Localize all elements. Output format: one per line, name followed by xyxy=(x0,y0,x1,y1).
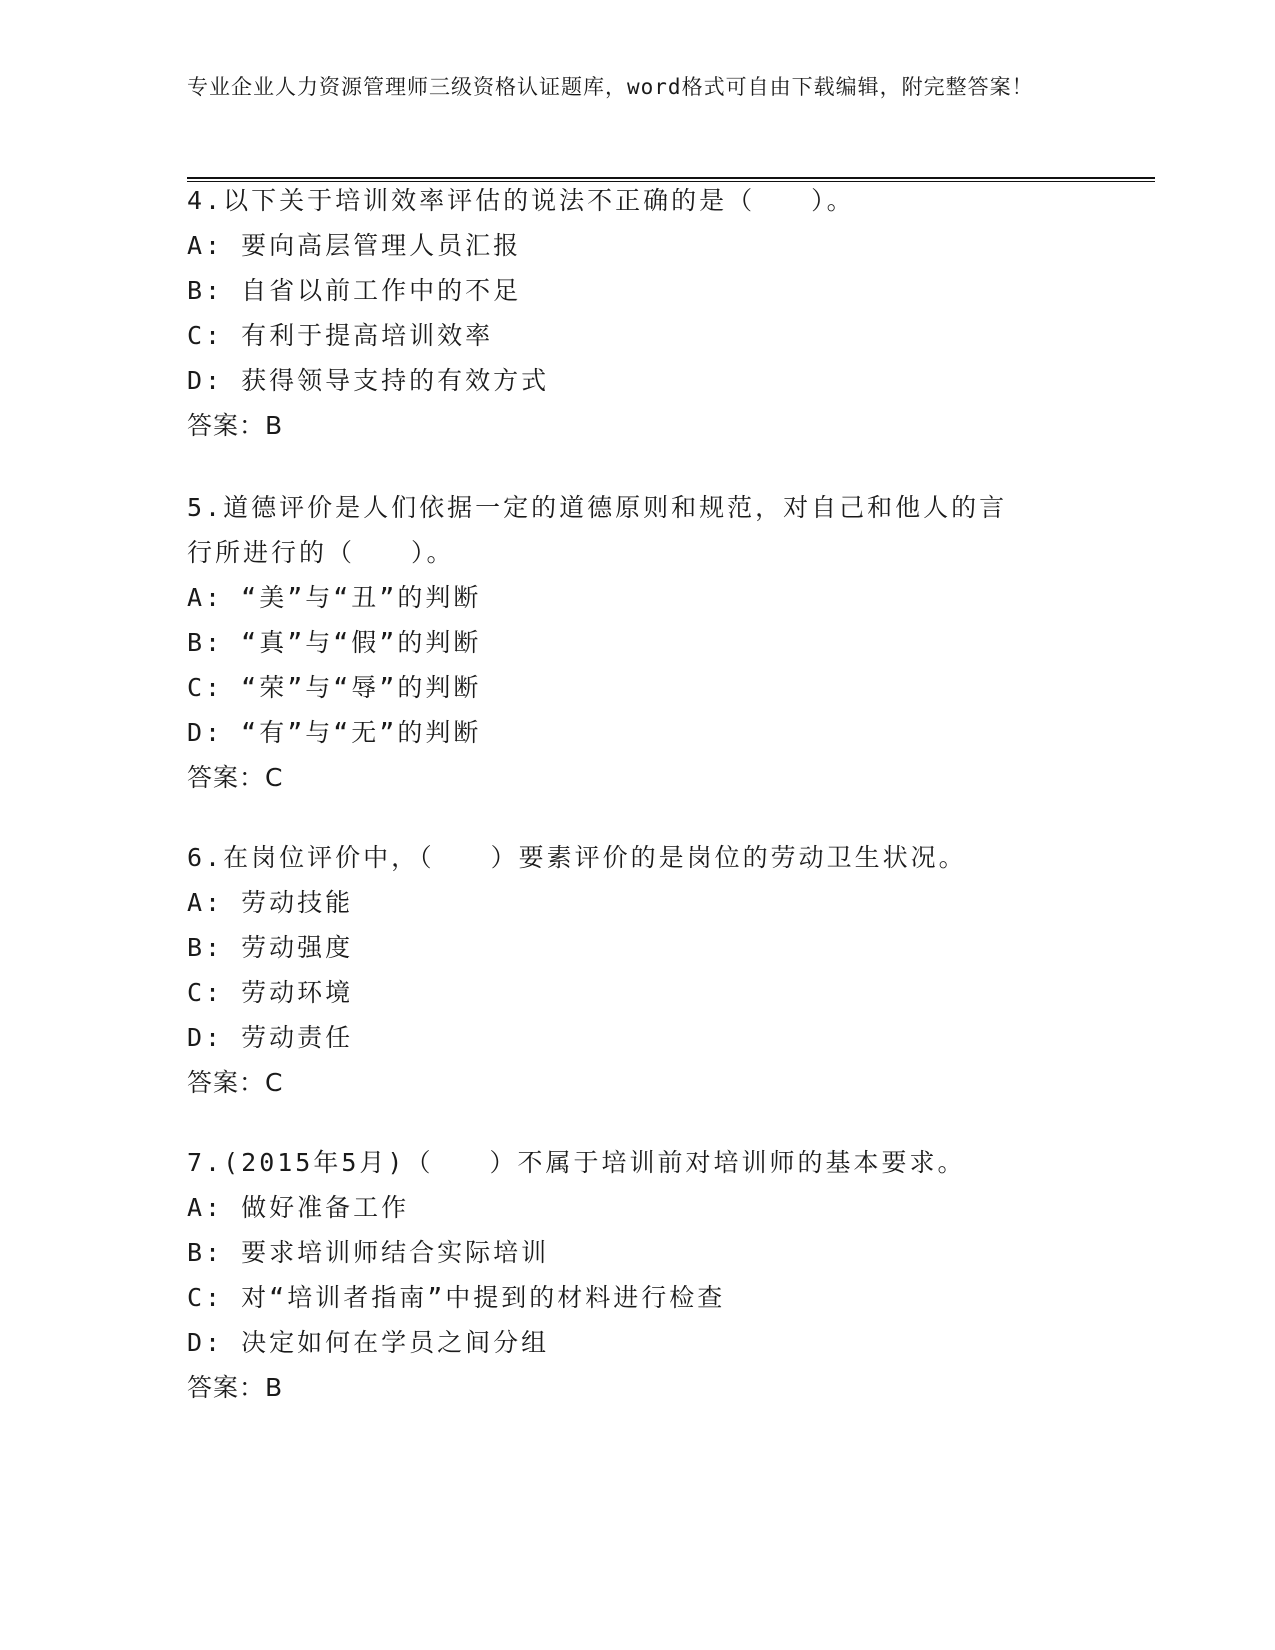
option-a: A: 做好准备工作 xyxy=(187,1193,410,1222)
question-stem: 5.道德评价是人们依据一定的道德原则和规范，对自己和他人的言行所进行的（ ）。 xyxy=(187,493,1008,567)
option-b: B: 自省以前工作中的不足 xyxy=(187,276,522,305)
document-header: 专业企业人力资源管理师三级资格认证题库，word格式可自由下载编辑，附完整答案！ xyxy=(187,75,1034,99)
option-d: D: 决定如何在学员之间分组 xyxy=(187,1328,550,1357)
question-block xyxy=(187,485,1087,800)
option-a: A: 要向高层管理人员汇报 xyxy=(187,231,522,260)
answer-line: 答案：B xyxy=(187,411,284,440)
option-a: A: “美”与“丑”的判断 xyxy=(187,583,482,612)
option-c: C: 有利于提高培训效率 xyxy=(187,321,494,350)
option-b: B: 劳动强度 xyxy=(187,933,354,962)
option-b: B: 要求培训师结合实际培训 xyxy=(187,1238,550,1267)
answer-line: 答案：B xyxy=(187,1373,284,1402)
question-block xyxy=(187,178,1087,448)
option-c: C: 对“培训者指南”中提到的材料进行检查 xyxy=(187,1283,726,1312)
question-stem: 4.以下关于培训效率评估的说法不正确的是（ ）。 xyxy=(187,186,855,215)
option-a: A: 劳动技能 xyxy=(187,888,354,917)
option-c: C: “荣”与“辱”的判断 xyxy=(187,673,482,702)
option-d: D: “有”与“无”的判断 xyxy=(187,718,482,747)
question-block xyxy=(187,1140,1087,1410)
option-b: B: “真”与“假”的判断 xyxy=(187,628,482,657)
answer-line: 答案：C xyxy=(187,1068,284,1097)
question-stem: 7.(2015年5月)（ ）不属于培训前对培训师的基本要求。 xyxy=(187,1148,966,1177)
option-d: D: 获得领导支持的有效方式 xyxy=(187,366,550,395)
option-c: C: 劳动环境 xyxy=(187,978,354,1007)
answer-line: 答案：C xyxy=(187,763,284,792)
option-d: D: 劳动责任 xyxy=(187,1023,354,1052)
question-stem: 6.在岗位评价中，（ ）要素评价的是岗位的劳动卫生状况。 xyxy=(187,843,967,872)
question-block xyxy=(187,835,1087,1105)
